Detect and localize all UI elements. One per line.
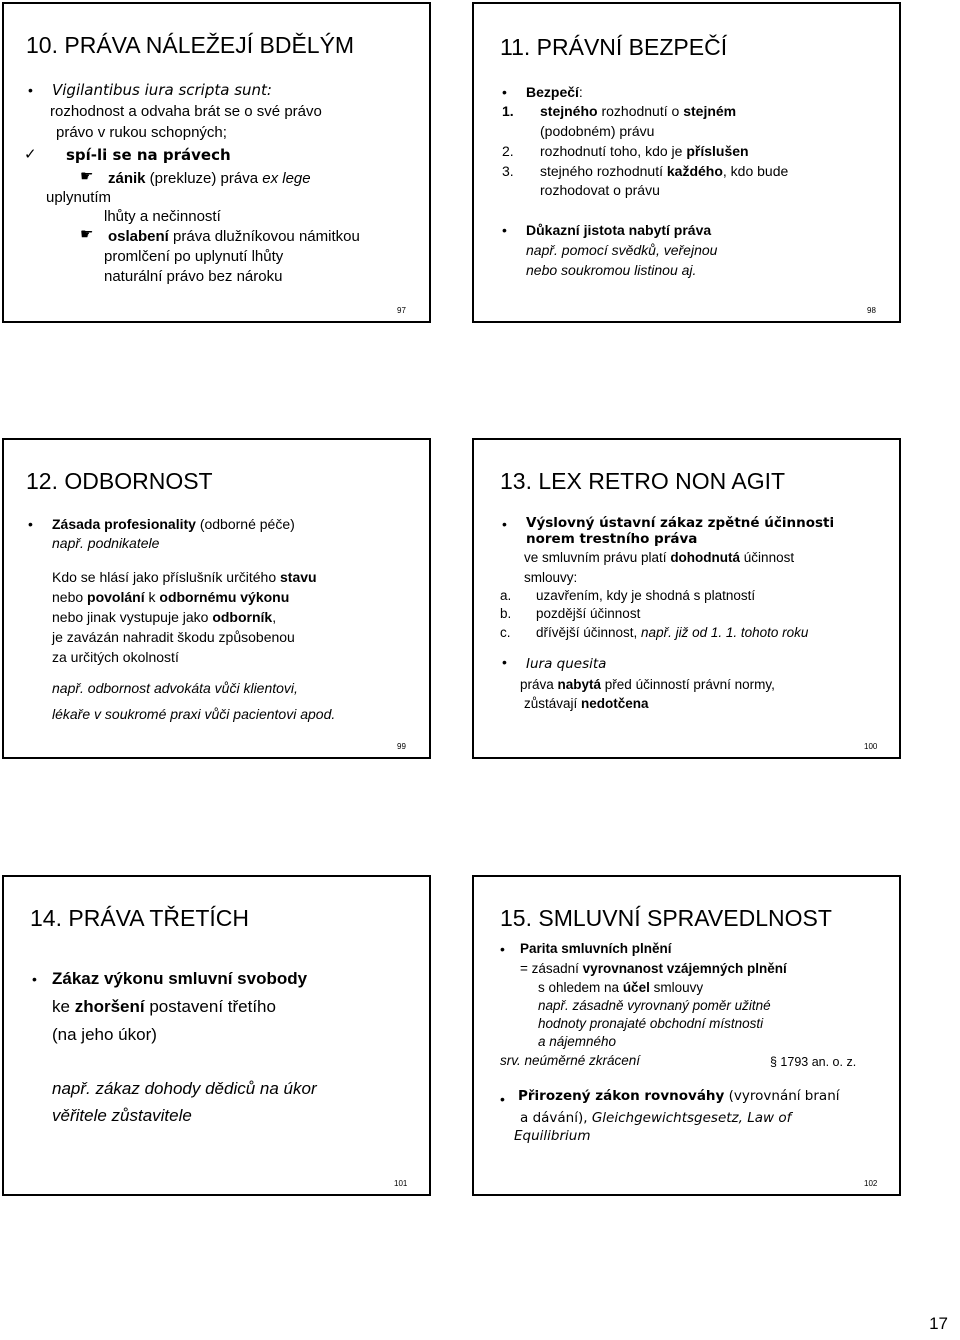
text-line: Důkazní jistota nabytí práva xyxy=(526,222,712,238)
text-line: např. pomocí svědků, veřejnou xyxy=(526,242,718,258)
check-icon: ✓ xyxy=(24,146,37,163)
text-line: např. podnikatele xyxy=(52,535,160,551)
text-line: např. zákaz dohody dědiců na úkor xyxy=(52,1079,317,1098)
list-letter: b. xyxy=(500,606,512,621)
text-line: lékaře v soukromé praxi vůči pacientovi apod. xyxy=(52,706,336,722)
slide-title: 11. PRÁVNÍ BEZPEČÍ xyxy=(500,34,728,60)
text-line: Zásada profesionality (odborné péče) xyxy=(52,516,295,532)
text-line: Equilibrium xyxy=(514,1128,591,1144)
pointing-hand-icon: ☛ xyxy=(80,226,94,243)
text-line: Výslovný ústavní zákaz zpětné účinnosti xyxy=(526,515,835,531)
text-line: hodnoty pronajaté obchodní místnosti xyxy=(538,1016,764,1031)
bullet-icon: • xyxy=(500,941,505,957)
text-line: rozhodnutí toho, kdo je příslušen xyxy=(540,143,749,159)
text-line: nebo povolání k odbornému výkonu xyxy=(52,589,290,605)
slide-100 xyxy=(472,438,901,759)
text-line: dřívější účinnost, např. již od 1. 1. tohoto roku xyxy=(536,625,809,640)
text-line: oslabení práva dlužníkovou námitkou xyxy=(108,228,360,245)
law-reference: § 1793 an. o. z. xyxy=(770,1055,857,1069)
slide-number: 98 xyxy=(867,306,876,315)
text-line: Zákaz výkonu smluvní svobody xyxy=(52,969,308,988)
text-line: např. zásadně vyrovnaný poměr užitné xyxy=(538,998,771,1013)
page-number: 17 xyxy=(929,1314,948,1333)
slide-number: 100 xyxy=(864,742,878,751)
text-line: s ohledem na účel smlouvy xyxy=(538,980,704,995)
slide-101 xyxy=(2,875,431,1196)
text-line: zánik (prekluze) práva ex lege xyxy=(108,170,311,187)
text-line: Bezpečí: xyxy=(526,84,583,100)
text-line: Iura quesita xyxy=(526,656,607,672)
slide-98 xyxy=(472,2,901,323)
text-line: spí-li se na právech xyxy=(66,146,231,164)
slide-title: 13. LEX RETRO NON AGIT xyxy=(500,468,786,494)
list-number: 1. xyxy=(502,103,514,119)
bullet-icon: • xyxy=(502,516,507,532)
text-line: zůstávají nedotčena xyxy=(524,696,649,711)
bullet-icon: • xyxy=(28,82,33,98)
text-line: (na jeho úkor) xyxy=(52,1025,157,1044)
slide-number: 97 xyxy=(397,306,406,315)
text-line: smlouvy: xyxy=(524,570,578,585)
text-line: lhůty a nečinností xyxy=(104,208,221,225)
text-line: stejného rozhodnutí každého, kdo bude xyxy=(540,163,789,179)
slide-number: 99 xyxy=(397,742,406,751)
bullet-icon: • xyxy=(502,222,507,238)
text-line: promlčení po uplynutí lhůty xyxy=(104,248,284,265)
bullet-icon: • xyxy=(500,1091,505,1107)
slide-title: 14. PRÁVA TŘETÍCH xyxy=(30,905,249,931)
text-line: Kdo se hlásí jako příslušník určitého stavu xyxy=(52,569,317,585)
text-line: srv. neúměrné zkrácení xyxy=(500,1053,641,1068)
slide-title: 12. ODBORNOST xyxy=(26,468,213,494)
text-line: je zavázán nahradit škodu způsobenou xyxy=(52,629,295,645)
text-line: pozdější účinnost xyxy=(536,606,641,621)
bullet-icon: • xyxy=(32,971,37,987)
text-line: (podobném) právu xyxy=(540,123,655,139)
text-line: rozhodnost a odvaha brát se o své právo xyxy=(50,103,322,120)
text-line: uplynutím xyxy=(46,189,112,206)
bullet-icon: • xyxy=(502,84,507,100)
bullet-icon: • xyxy=(502,654,507,670)
text-line: Parita smluvních plnění xyxy=(520,941,672,956)
text-line: stejného rozhodnutí o stejném xyxy=(540,103,737,119)
text-line: práva nabytá před účinností právní normy, xyxy=(520,677,775,692)
text-line: věřitele zůstavitele xyxy=(52,1106,192,1125)
text-line: rozhodovat o právu xyxy=(540,182,660,198)
text-line: ke zhoršení postavení třetího xyxy=(52,997,276,1016)
list-number: 3. xyxy=(502,163,514,179)
slide-97 xyxy=(2,2,431,323)
text-line: a nájemného xyxy=(538,1034,617,1049)
text-line: nebo jinak vystupuje jako odborník, xyxy=(52,609,277,625)
slide-title: 10. PRÁVA NÁLEŽEJÍ BDĚLÝM xyxy=(26,32,355,58)
list-number: 2. xyxy=(502,143,514,159)
text-line: norem trestního práva xyxy=(526,531,698,547)
text-line: Přirozený zákon rovnováhy (vyrovnání braní xyxy=(518,1088,840,1104)
text-line: např. odbornost advokáta vůči klientovi, xyxy=(52,680,298,696)
list-letter: a. xyxy=(500,588,512,603)
bullet-icon: • xyxy=(28,516,33,532)
text-line: = zásadní vyrovnanost vzájemných plnění xyxy=(520,961,787,976)
text-line: nebo soukromou listinou aj. xyxy=(526,262,697,278)
pointing-hand-icon: ☛ xyxy=(80,168,94,185)
slide-number: 102 xyxy=(864,1179,878,1188)
text-line: právo v rukou schopných; xyxy=(56,124,227,141)
text-line: a dávání), Gleichgewichtsgesetz, Law of xyxy=(520,1110,792,1126)
slide-102 xyxy=(472,875,901,1196)
maxim-text: Vigilantibus iura scripta sunt: xyxy=(52,81,272,99)
text-line: naturální právo bez nároku xyxy=(104,268,283,285)
text-line: uzavřením, kdy je shodná s platností xyxy=(536,588,756,603)
slide-number: 101 xyxy=(394,1179,408,1188)
slide-99 xyxy=(2,438,431,759)
slide-title: 15. SMLUVNÍ SPRAVEDLNOST xyxy=(500,905,832,931)
list-letter: c. xyxy=(500,625,511,640)
text-line: za určitých okolností xyxy=(52,649,179,665)
text-line: ve smluvním právu platí dohodnutá účinnost xyxy=(524,550,795,565)
